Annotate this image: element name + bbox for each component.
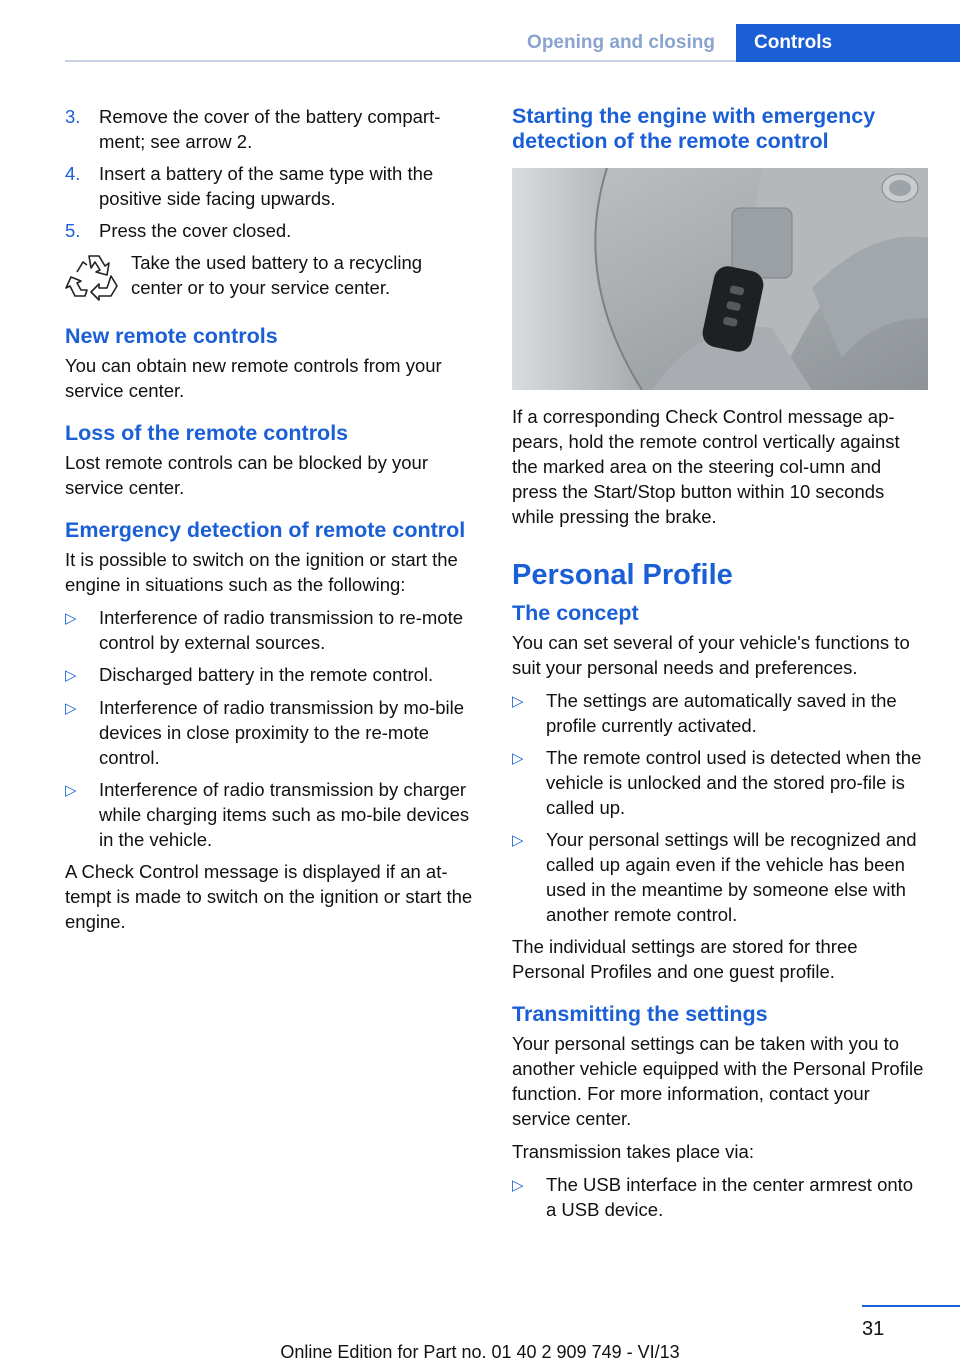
- footer-rule: [862, 1305, 960, 1307]
- bullet-triangle-icon: ▷: [65, 700, 77, 717]
- recycle-icon: [65, 250, 131, 306]
- step-number: 4.: [65, 163, 81, 184]
- header-chapter-tab: Controls: [736, 24, 960, 62]
- heading-transmitting-settings: Transmitting the settings: [512, 1002, 768, 1026]
- new-remote-body: You can obtain new remote controls from your service center.: [65, 355, 442, 401]
- header-section-label: Opening and closing: [527, 32, 715, 53]
- bullet-triangle-icon: ▷: [512, 1177, 524, 1194]
- bullet-triangle-icon: ▷: [65, 610, 77, 627]
- left-column: [65, 104, 477, 942]
- concept-body: You can set several of your vehicle's functions to suit your personal needs and preferences.: [512, 632, 910, 678]
- bullet-triangle-icon: ▷: [65, 667, 77, 684]
- bullet-triangle-icon: ▷: [65, 782, 77, 799]
- footer-edition: Online Edition for Part no. 01 40 2 909 749 - VI/13: [280, 1342, 680, 1362]
- heading-concept: The concept: [512, 601, 639, 625]
- page-number: 31: [862, 1318, 885, 1340]
- step-number: 3.: [65, 106, 81, 127]
- emergency-outro: A Check Control message is displayed if an at‐tempt is made to switch on the ignition or start the engine.: [65, 861, 473, 932]
- recycling-note: [65, 250, 477, 306]
- list-item: ▷ Your personal settings will be recognized and called up again even if the vehicle has been used in the meantime by someone else with another remote control.: [512, 829, 917, 925]
- step-3: [65, 104, 477, 154]
- heading-personal-profile: Personal Profile: [512, 559, 733, 591]
- heading-emergency-detection: Emergency detection of remote control: [65, 518, 466, 542]
- list-item: ▷ Interference of radio transmission to re‐mote control by external sources.: [65, 607, 463, 653]
- step-4: [65, 161, 477, 211]
- step-text: Insert a battery of the same type with the positive side facing upwards.: [99, 163, 434, 209]
- profile-stored-text: The individual settings are stored for three Personal Profiles and one guest profile.: [512, 936, 858, 982]
- step-text: Press the cover closed.: [99, 220, 292, 241]
- transmit-bullet-list: [512, 1172, 928, 1222]
- list-item: ▷ The USB interface in the center armrest onto a USB device.: [512, 1174, 914, 1220]
- bullet-triangle-icon: ▷: [512, 750, 524, 767]
- list-item: ▷ Interference of radio transmission by charger while charging items such as mo‐bile devices in the vehicle.: [65, 779, 470, 850]
- step-text: Remove the cover of the battery compart‐ment; see arrow 2.: [99, 106, 441, 152]
- heading-new-remote: New remote controls: [65, 324, 278, 348]
- bullet-triangle-icon: ▷: [512, 832, 524, 849]
- transmit-via: Transmission takes place via:: [512, 1141, 754, 1162]
- start-engine-body: If a corresponding Check Control message ap‐pears, hold the remote control vertically against the marked area on the steering col‐umn and press the Start/Stop button within 10 seconds while pressing the brake.: [512, 406, 900, 527]
- list-item: ▷ Discharged battery in the remote control.: [65, 662, 477, 688]
- loss-remote-body: Lost remote controls can be blocked by your service center.: [65, 452, 428, 498]
- emergency-bullet-list: [65, 605, 477, 852]
- recycling-note-text: Take the used battery to a recycling center or to your service center.: [131, 252, 423, 298]
- heading-start-engine-emergency: Starting the engine with emergency detection of the remote control: [512, 104, 876, 153]
- right-column: [512, 104, 928, 1229]
- step-number: 5.: [65, 220, 81, 241]
- bullet-triangle-icon: ▷: [512, 693, 524, 710]
- list-item: ▷ Interference of radio transmission by mo‐bile devices in close proximity to the re‐mote control.: [65, 697, 465, 768]
- steering-column-remote-photo: [512, 168, 928, 390]
- list-item: ▷ The remote control used is detected when the vehicle is unlocked and the stored pro‐file is called up.: [512, 747, 922, 818]
- transmit-body: Your personal settings can be taken with you to another vehicle equipped with the Personal Profile function. For more information, contact your service center.: [512, 1033, 924, 1129]
- step-5: [65, 218, 477, 243]
- emergency-intro: It is possible to switch on the ignition or start the engine in situations such as the following:: [65, 549, 458, 595]
- profile-bullet-list: [512, 688, 928, 927]
- list-item: ▷ The settings are automatically saved in the profile currently activated.: [512, 690, 897, 736]
- heading-loss-remote: Loss of the remote controls: [65, 421, 349, 445]
